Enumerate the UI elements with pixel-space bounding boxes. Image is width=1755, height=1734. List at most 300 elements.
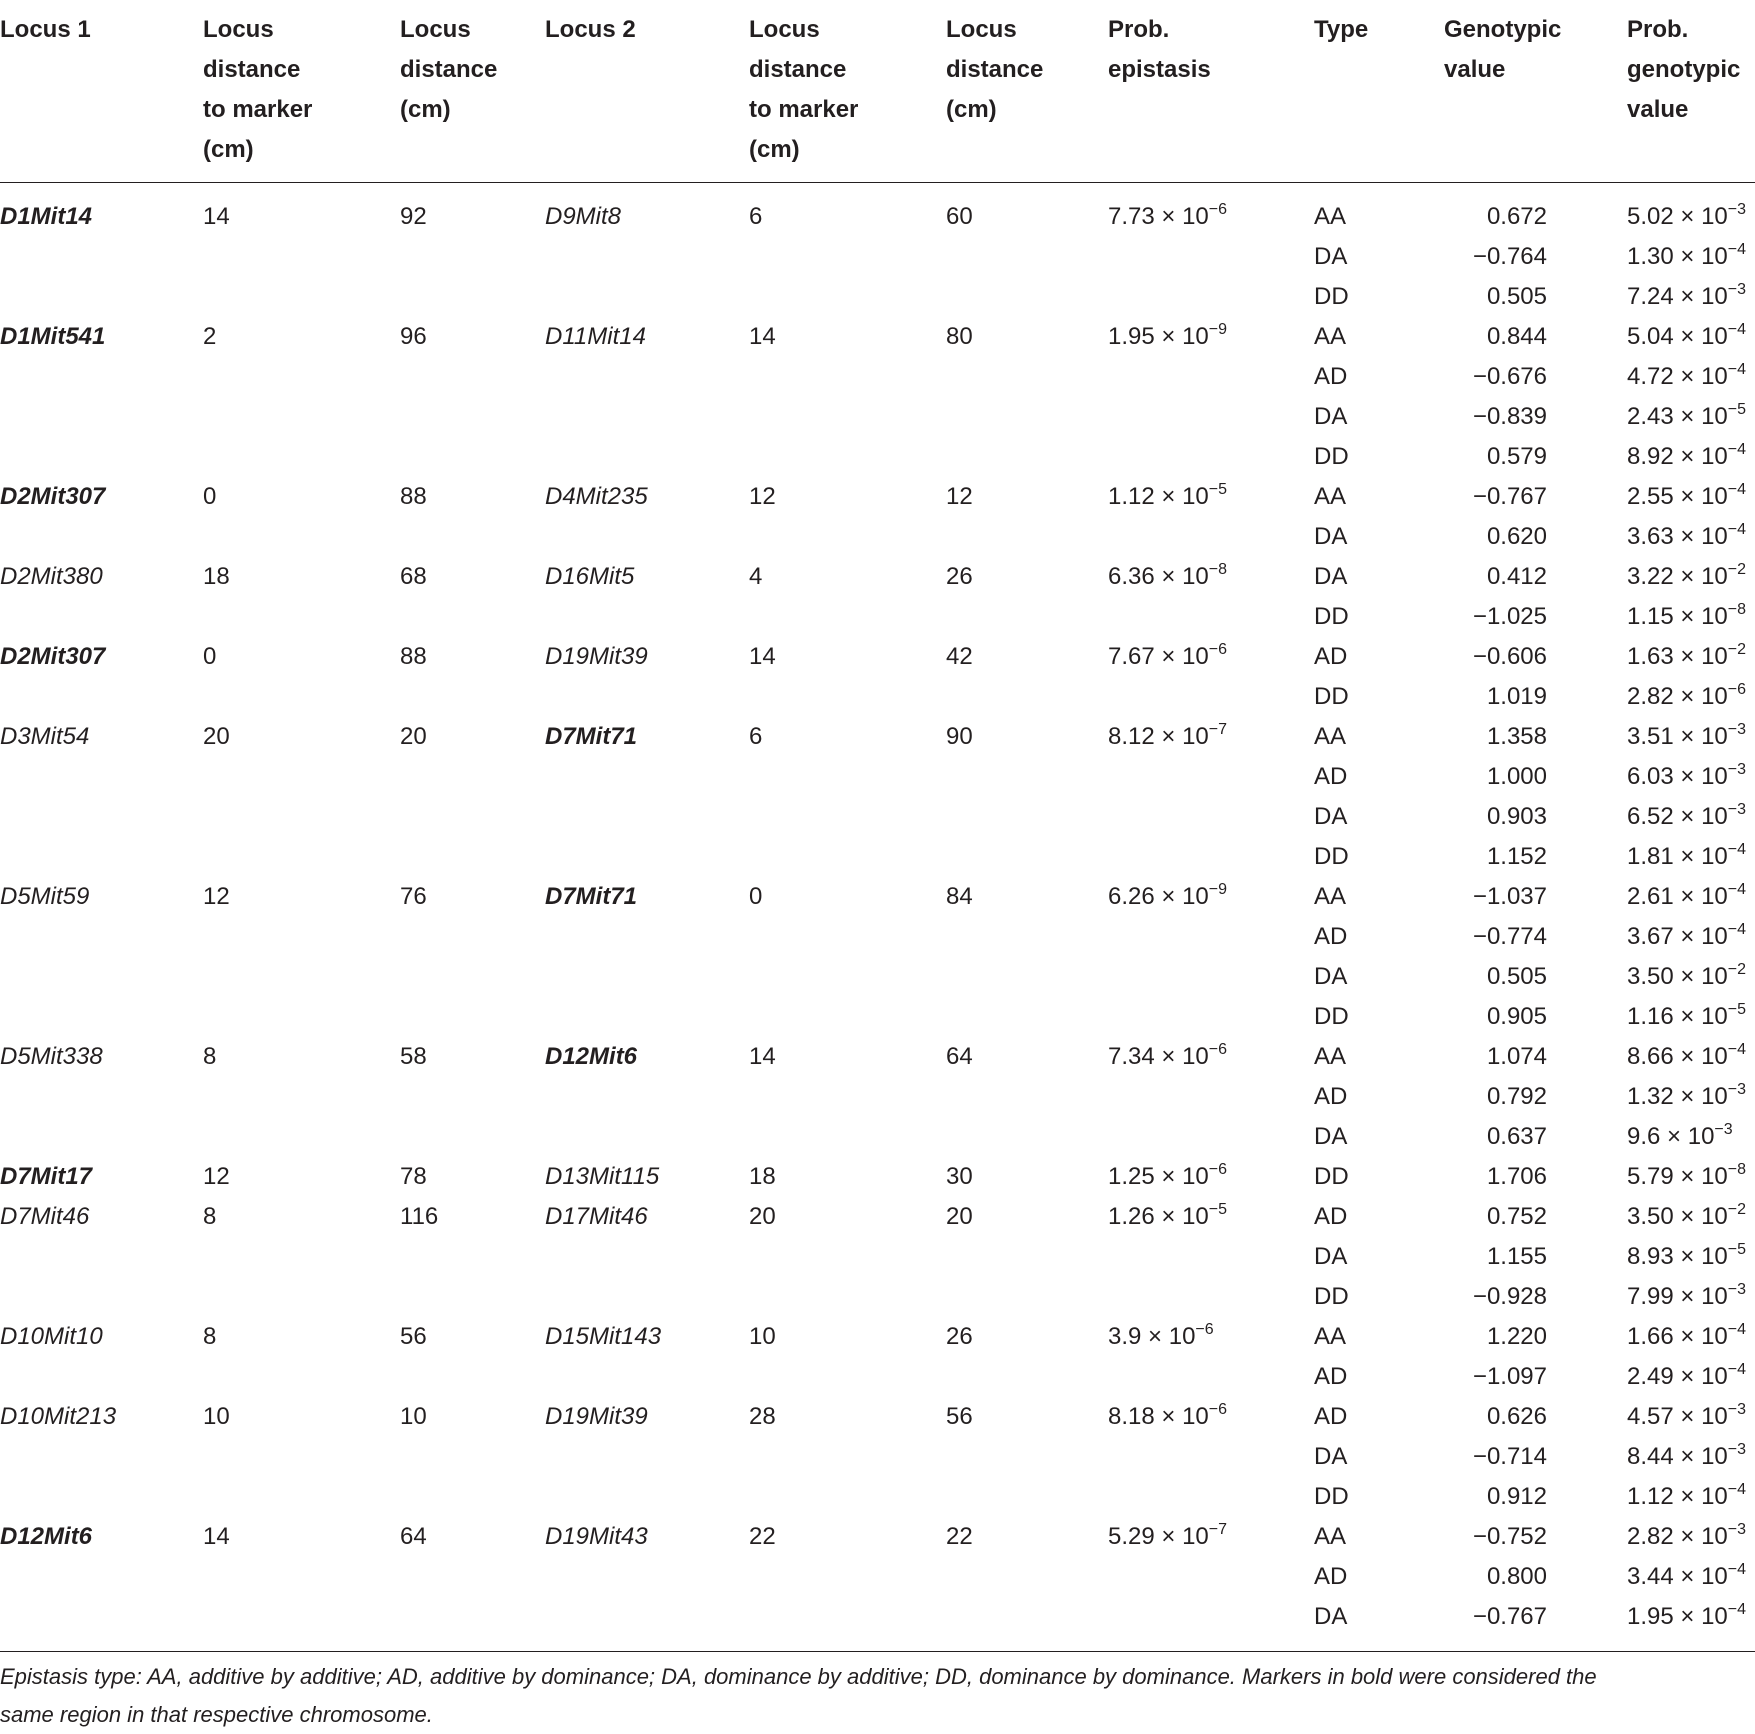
locus-2-marker-distance-cell bbox=[749, 437, 946, 477]
locus-2-cell: D16Mit5 bbox=[545, 563, 635, 590]
locus-2-distance-cell bbox=[946, 237, 1108, 277]
locus-1-cell bbox=[0, 397, 203, 437]
sci-exponent: −5 bbox=[1727, 1241, 1747, 1258]
locus-1-distance-cell: 68 bbox=[400, 563, 427, 590]
locus-2-marker-distance-cell: 14 bbox=[749, 323, 776, 350]
locus-1-distance-cell: 64 bbox=[400, 1523, 427, 1550]
prob-genotypic-value-cell bbox=[1627, 557, 1755, 597]
locus-2-distance-cell bbox=[946, 397, 1108, 437]
locus-2-distance-cell bbox=[946, 837, 1108, 877]
locus-1-distance-cell bbox=[400, 757, 545, 797]
locus-2-distance-cell: 84 bbox=[946, 883, 973, 910]
sci-mantissa: 3.22 × 10 bbox=[1627, 563, 1728, 590]
column-header-line: distance bbox=[749, 56, 847, 83]
sci-mantissa: 3.50 × 10 bbox=[1627, 963, 1728, 990]
locus-1-marker-distance-cell bbox=[203, 757, 400, 797]
locus-2-distance-cell bbox=[946, 357, 1108, 397]
locus-1-marker-distance-cell bbox=[203, 597, 400, 637]
locus-2-marker-distance-cell: 28 bbox=[749, 1403, 776, 1430]
sci-mantissa: 4.72 × 10 bbox=[1627, 363, 1728, 390]
table-row bbox=[0, 277, 1755, 317]
prob-epistasis-cell bbox=[1108, 397, 1314, 437]
sci-mantissa: 7.34 × 10 bbox=[1108, 1043, 1209, 1070]
prob-epistasis-cell bbox=[1108, 357, 1314, 397]
prob-epistasis-cell bbox=[1108, 797, 1314, 837]
genotypic-value-cell: 0.579 bbox=[1486, 443, 1547, 470]
genotypic-value-cell: −0.767 bbox=[1472, 483, 1547, 510]
column-header-1 bbox=[203, 0, 400, 183]
locus-1-distance-cell bbox=[400, 1557, 545, 1597]
locus-2-marker-distance-cell bbox=[749, 997, 946, 1037]
locus-2-marker-distance-cell bbox=[749, 1077, 946, 1117]
locus-2-marker-distance-cell bbox=[749, 917, 946, 957]
locus-1-cell bbox=[0, 437, 203, 477]
column-header-line: (cm) bbox=[400, 96, 451, 123]
genotypic-value-cell: 1.358 bbox=[1486, 723, 1547, 750]
table-row bbox=[0, 1157, 1755, 1197]
locus-2-cell bbox=[545, 357, 749, 397]
prob-epistasis-cell bbox=[1108, 1357, 1314, 1397]
column-header-line: Prob. bbox=[1627, 16, 1689, 43]
prob-epistasis-cell bbox=[1108, 957, 1314, 997]
sci-exponent: −8 bbox=[1727, 601, 1747, 618]
locus-2-distance-cell: 90 bbox=[946, 723, 973, 750]
locus-2-cell: D15Mit143 bbox=[545, 1323, 662, 1350]
locus-1-distance-cell: 92 bbox=[400, 203, 427, 230]
epistasis-type-cell: AD bbox=[1314, 1083, 1348, 1110]
locus-1-cell bbox=[0, 517, 203, 557]
epistasis-type-cell: DD bbox=[1314, 1163, 1349, 1190]
locus-1-distance-cell: 58 bbox=[400, 1043, 427, 1070]
locus-1-marker-distance-cell: 12 bbox=[203, 1163, 230, 1190]
sci-mantissa: 2.82 × 10 bbox=[1627, 1523, 1728, 1550]
locus-2-marker-distance-cell: 0 bbox=[749, 883, 763, 910]
prob-epistasis-cell bbox=[1108, 1157, 1314, 1197]
prob-epistasis-cell bbox=[1108, 757, 1314, 797]
table-row bbox=[0, 437, 1755, 477]
locus-2-marker-distance-cell bbox=[749, 237, 946, 277]
sci-exponent: −3 bbox=[1727, 1521, 1747, 1538]
locus-2-cell bbox=[545, 837, 749, 877]
sci-mantissa: 2.43 × 10 bbox=[1627, 403, 1728, 430]
table-row bbox=[0, 1597, 1755, 1652]
locus-2-distance-cell bbox=[946, 1357, 1108, 1397]
prob-genotypic-value-cell bbox=[1627, 637, 1755, 677]
prob-genotypic-value-cell bbox=[1627, 717, 1755, 757]
locus-1-marker-distance-cell bbox=[203, 1237, 400, 1277]
locus-1-marker-distance-cell: 8 bbox=[203, 1323, 217, 1350]
locus-1-marker-distance-cell bbox=[203, 1357, 400, 1397]
locus-2-distance-cell bbox=[946, 677, 1108, 717]
locus-2-distance-cell bbox=[946, 1477, 1108, 1517]
table-row bbox=[0, 957, 1755, 997]
locus-2-marker-distance-cell bbox=[749, 677, 946, 717]
table-row bbox=[0, 183, 1755, 238]
column-header-line: Locus 2 bbox=[545, 16, 636, 43]
genotypic-value-cell: 0.792 bbox=[1486, 1083, 1547, 1110]
locus-1-cell bbox=[0, 957, 203, 997]
locus-1-marker-distance-cell: 12 bbox=[203, 883, 230, 910]
sci-mantissa: 7.24 × 10 bbox=[1627, 283, 1728, 310]
table-row bbox=[0, 1077, 1755, 1117]
column-header-line: value bbox=[1627, 96, 1689, 123]
locus-2-cell bbox=[545, 757, 749, 797]
epistasis-type-cell: AD bbox=[1314, 363, 1348, 390]
sci-exponent: −4 bbox=[1727, 521, 1747, 538]
locus-2-distance-cell: 42 bbox=[946, 643, 973, 670]
genotypic-value-cell: 1.220 bbox=[1486, 1323, 1547, 1350]
locus-1-distance-cell bbox=[400, 837, 545, 877]
prob-epistasis-cell bbox=[1108, 517, 1314, 557]
column-header-line: to marker bbox=[203, 96, 313, 123]
sci-exponent: −6 bbox=[1727, 681, 1747, 698]
locus-1-cell bbox=[0, 277, 203, 317]
epistasis-type-cell: AD bbox=[1314, 923, 1348, 950]
sci-exponent: −3 bbox=[1727, 761, 1747, 778]
prob-genotypic-value-cell bbox=[1627, 277, 1755, 317]
prob-genotypic-value-cell bbox=[1627, 1237, 1755, 1277]
locus-1-cell bbox=[0, 797, 203, 837]
prob-epistasis-cell bbox=[1108, 997, 1314, 1037]
locus-2-cell: D19Mit39 bbox=[545, 1403, 648, 1430]
locus-2-distance-cell bbox=[946, 1237, 1108, 1277]
locus-1-marker-distance-cell bbox=[203, 1477, 400, 1517]
locus-1-marker-distance-cell bbox=[203, 837, 400, 877]
locus-1-marker-distance-cell: 8 bbox=[203, 1043, 217, 1070]
table-row bbox=[0, 1237, 1755, 1277]
prob-genotypic-value-cell bbox=[1627, 1437, 1755, 1477]
prob-genotypic-value-cell bbox=[1627, 1157, 1755, 1197]
table-row bbox=[0, 357, 1755, 397]
genotypic-value-cell: 0.505 bbox=[1486, 283, 1547, 310]
sci-mantissa: 1.12 × 10 bbox=[1108, 483, 1209, 510]
locus-2-distance-cell bbox=[946, 437, 1108, 477]
locus-2-cell: D11Mit14 bbox=[545, 323, 646, 350]
locus-2-distance-cell bbox=[946, 997, 1108, 1037]
locus-1-marker-distance-cell: 20 bbox=[203, 723, 230, 750]
sci-mantissa: 3.67 × 10 bbox=[1627, 923, 1728, 950]
locus-1-cell bbox=[0, 1557, 203, 1597]
locus-1-cell bbox=[0, 837, 203, 877]
column-header-8 bbox=[1444, 0, 1627, 183]
sci-mantissa: 5.02 × 10 bbox=[1627, 203, 1728, 230]
locus-1-marker-distance-cell bbox=[203, 1277, 400, 1317]
locus-1-distance-cell: 88 bbox=[400, 643, 427, 670]
sci-exponent: −4 bbox=[1727, 441, 1747, 458]
sci-mantissa: 1.12 × 10 bbox=[1627, 1483, 1728, 1510]
locus-2-marker-distance-cell bbox=[749, 1117, 946, 1157]
prob-epistasis-cell bbox=[1108, 1557, 1314, 1597]
locus-2-marker-distance-cell: 22 bbox=[749, 1523, 776, 1550]
sci-mantissa: 2.82 × 10 bbox=[1627, 683, 1728, 710]
sci-mantissa: 5.04 × 10 bbox=[1627, 323, 1728, 350]
locus-1-cell bbox=[0, 1277, 203, 1317]
sci-exponent: −5 bbox=[1208, 1201, 1228, 1218]
locus-1-distance-cell: 88 bbox=[400, 483, 427, 510]
locus-1-marker-distance-cell bbox=[203, 437, 400, 477]
column-header-line: Locus 1 bbox=[0, 16, 91, 43]
locus-1-marker-distance-cell: 0 bbox=[203, 643, 217, 670]
locus-2-distance-cell bbox=[946, 517, 1108, 557]
locus-2-marker-distance-cell bbox=[749, 837, 946, 877]
locus-1-distance-cell bbox=[400, 1597, 545, 1652]
sci-exponent: −4 bbox=[1727, 841, 1747, 858]
locus-2-marker-distance-cell bbox=[749, 957, 946, 997]
epistasis-type-cell: DD bbox=[1314, 843, 1349, 870]
genotypic-value-cell: −0.714 bbox=[1472, 1443, 1547, 1470]
prob-epistasis-cell bbox=[1108, 597, 1314, 637]
locus-1-marker-distance-cell: 0 bbox=[203, 483, 217, 510]
locus-1-cell: D5Mit59 bbox=[0, 883, 90, 910]
prob-genotypic-value-cell bbox=[1627, 1037, 1755, 1077]
column-header-line: (cm) bbox=[749, 136, 800, 163]
locus-1-cell: D3Mit54 bbox=[0, 723, 90, 750]
sci-mantissa: 1.63 × 10 bbox=[1627, 643, 1728, 670]
sci-exponent: −5 bbox=[1727, 1001, 1747, 1018]
table-row bbox=[0, 397, 1755, 437]
table-row bbox=[0, 1317, 1755, 1357]
locus-1-cell bbox=[0, 1117, 203, 1157]
genotypic-value-cell: 0.412 bbox=[1486, 563, 1547, 590]
column-header-5 bbox=[946, 0, 1108, 183]
sci-exponent: −4 bbox=[1727, 321, 1747, 338]
prob-genotypic-value-cell bbox=[1627, 357, 1755, 397]
sci-mantissa: 7.73 × 10 bbox=[1108, 203, 1209, 230]
locus-1-cell: D7Mit17 bbox=[0, 1163, 93, 1190]
prob-epistasis-cell bbox=[1108, 1517, 1314, 1557]
genotypic-value-cell: 0.752 bbox=[1486, 1203, 1547, 1230]
prob-epistasis-cell bbox=[1108, 277, 1314, 317]
locus-2-cell bbox=[545, 517, 749, 557]
prob-genotypic-value-cell bbox=[1627, 1357, 1755, 1397]
epistasis-type-cell: DA bbox=[1314, 1597, 1444, 1652]
sci-mantissa: 1.25 × 10 bbox=[1108, 1163, 1209, 1190]
prob-epistasis-cell bbox=[1108, 1077, 1314, 1117]
prob-genotypic-value-cell bbox=[1627, 1517, 1755, 1557]
column-header-7 bbox=[1314, 0, 1444, 183]
locus-1-marker-distance-cell bbox=[203, 1437, 400, 1477]
sci-mantissa: 7.67 × 10 bbox=[1108, 643, 1209, 670]
prob-genotypic-value-cell bbox=[1627, 1277, 1755, 1317]
epistasis-type-cell: AA bbox=[1314, 1043, 1347, 1070]
sci-mantissa: 3.51 × 10 bbox=[1627, 723, 1728, 750]
sci-mantissa: 5.29 × 10 bbox=[1108, 1523, 1209, 1550]
prob-genotypic-value-cell bbox=[1627, 837, 1755, 877]
sci-exponent: −3 bbox=[1727, 1441, 1747, 1458]
locus-1-marker-distance-cell: 2 bbox=[203, 323, 217, 350]
locus-2-marker-distance-cell bbox=[749, 1277, 946, 1317]
table-row bbox=[0, 1437, 1755, 1477]
epistasis-type-cell: DD bbox=[1314, 1003, 1349, 1030]
genotypic-value-cell: 0.505 bbox=[1486, 963, 1547, 990]
locus-1-marker-distance-cell bbox=[203, 917, 400, 957]
locus-2-cell bbox=[545, 1477, 749, 1517]
prob-epistasis-cell bbox=[1108, 717, 1314, 757]
sci-exponent: −3 bbox=[1727, 201, 1747, 218]
table-row bbox=[0, 677, 1755, 717]
locus-2-distance-cell: 26 bbox=[946, 1323, 973, 1350]
locus-1-distance-cell: 20 bbox=[400, 723, 427, 750]
locus-2-distance-cell bbox=[946, 277, 1108, 317]
sci-mantissa: 1.16 × 10 bbox=[1627, 1003, 1728, 1030]
locus-2-distance-cell bbox=[946, 797, 1108, 837]
prob-genotypic-value-cell bbox=[1627, 1197, 1755, 1237]
genotypic-value-cell: −0.839 bbox=[1472, 403, 1547, 430]
sci-exponent: −3 bbox=[1714, 1121, 1733, 1138]
locus-1-cell: D2Mit307 bbox=[0, 643, 106, 670]
locus-2-cell: D19Mit43 bbox=[545, 1523, 648, 1550]
prob-genotypic-value-cell bbox=[1627, 1397, 1755, 1437]
table-header bbox=[0, 0, 1755, 183]
prob-genotypic-value-cell bbox=[1627, 757, 1755, 797]
sci-exponent: −4 bbox=[1727, 1321, 1747, 1338]
sci-mantissa: 1.15 × 10 bbox=[1627, 603, 1728, 630]
locus-1-marker-distance-cell bbox=[203, 357, 400, 397]
prob-genotypic-value-cell bbox=[1627, 917, 1755, 957]
locus-1-cell bbox=[0, 1477, 203, 1517]
sci-exponent: −6 bbox=[1208, 1161, 1228, 1178]
locus-1-distance-cell bbox=[400, 357, 545, 397]
table-row bbox=[0, 1397, 1755, 1437]
locus-2-distance-cell bbox=[946, 1437, 1108, 1477]
locus-1-distance-cell bbox=[400, 277, 545, 317]
genotypic-value-cell: −0.928 bbox=[1472, 1283, 1547, 1310]
locus-1-distance-cell bbox=[400, 1117, 545, 1157]
column-header-3 bbox=[545, 0, 749, 183]
sci-exponent: −9 bbox=[1208, 321, 1228, 338]
prob-genotypic-value-cell bbox=[1627, 1477, 1755, 1517]
prob-genotypic-value-cell bbox=[1627, 183, 1755, 238]
locus-1-marker-distance-cell: 10 bbox=[203, 1403, 230, 1430]
locus-1-distance-cell bbox=[400, 797, 545, 837]
sci-exponent: −6 bbox=[1208, 1041, 1228, 1058]
sci-mantissa: 8.93 × 10 bbox=[1627, 1243, 1728, 1270]
locus-2-cell: D7Mit71 bbox=[545, 723, 638, 750]
column-header-line: Genotypic bbox=[1444, 16, 1562, 43]
locus-1-marker-distance-cell bbox=[203, 797, 400, 837]
locus-2-cell bbox=[545, 1237, 749, 1277]
sci-exponent: −5 bbox=[1208, 481, 1228, 498]
locus-2-distance-cell bbox=[946, 1597, 1108, 1652]
prob-epistasis-cell bbox=[1108, 1277, 1314, 1317]
column-header-9 bbox=[1627, 0, 1755, 183]
prob-epistasis-cell bbox=[1108, 677, 1314, 717]
prob-genotypic-value-cell bbox=[1627, 1317, 1755, 1357]
prob-genotypic-value-cell bbox=[1627, 1117, 1755, 1157]
locus-2-marker-distance-cell bbox=[749, 1557, 946, 1597]
prob-genotypic-value-cell bbox=[1627, 1077, 1755, 1117]
sci-exponent: −2 bbox=[1727, 1201, 1747, 1218]
locus-1-marker-distance-cell: 18 bbox=[203, 563, 230, 590]
genotypic-value-cell: 0.672 bbox=[1486, 203, 1547, 230]
sci-mantissa: 1.32 × 10 bbox=[1627, 1083, 1728, 1110]
locus-2-cell bbox=[545, 1597, 749, 1652]
locus-2-cell: D19Mit39 bbox=[545, 643, 648, 670]
locus-2-distance-cell bbox=[946, 1557, 1108, 1597]
genotypic-value-cell: 0.912 bbox=[1486, 1483, 1547, 1510]
locus-2-cell bbox=[545, 997, 749, 1037]
locus-1-cell bbox=[0, 677, 203, 717]
locus-2-cell bbox=[545, 277, 749, 317]
locus-2-distance-cell: 12 bbox=[946, 483, 973, 510]
locus-2-marker-distance-cell: 6 bbox=[749, 203, 763, 230]
prob-epistasis-cell bbox=[1108, 183, 1314, 238]
genotypic-value-cell: 0.800 bbox=[1486, 1563, 1547, 1590]
prob-epistasis-cell bbox=[1108, 317, 1314, 357]
locus-2-marker-distance-cell: 14 bbox=[749, 1043, 776, 1070]
column-header-line: Locus bbox=[400, 16, 471, 43]
prob-epistasis-cell bbox=[1108, 437, 1314, 477]
locus-1-distance-cell: 78 bbox=[400, 1163, 427, 1190]
genotypic-value-cell: −0.774 bbox=[1472, 923, 1547, 950]
locus-1-marker-distance-cell: 14 bbox=[203, 1523, 230, 1550]
genotypic-value-cell: 0.844 bbox=[1486, 323, 1547, 350]
genotypic-value-cell: 1.155 bbox=[1486, 1243, 1547, 1270]
locus-2-marker-distance-cell bbox=[749, 1437, 946, 1477]
genotypic-value-cell: 0.620 bbox=[1486, 523, 1547, 550]
sci-exponent: −4 bbox=[1727, 1481, 1747, 1498]
locus-1-cell: D1Mit541 bbox=[0, 323, 106, 350]
locus-2-distance-cell bbox=[946, 757, 1108, 797]
prob-genotypic-value-cell bbox=[1627, 437, 1755, 477]
table-row bbox=[0, 1117, 1755, 1157]
epistasis-type-cell: DA bbox=[1314, 243, 1348, 270]
locus-2-cell bbox=[545, 1277, 749, 1317]
sci-exponent: −8 bbox=[1208, 561, 1228, 578]
genotypic-value-cell: −0.606 bbox=[1472, 643, 1547, 670]
prob-genotypic-value-cell bbox=[1627, 1597, 1755, 1652]
epistasis-type-cell: DA bbox=[1314, 1243, 1348, 1270]
locus-1-distance-cell: 10 bbox=[400, 1403, 427, 1430]
epistasis-type-cell: AA bbox=[1314, 203, 1347, 230]
header-row bbox=[0, 0, 1755, 183]
sci-mantissa: 6.52 × 10 bbox=[1627, 803, 1728, 830]
prob-genotypic-value-cell bbox=[1627, 237, 1755, 277]
locus-2-distance-cell: 80 bbox=[946, 323, 973, 350]
genotypic-value-cell: 0.626 bbox=[1486, 1403, 1547, 1430]
locus-2-cell bbox=[545, 1077, 749, 1117]
locus-2-cell bbox=[545, 917, 749, 957]
locus-2-marker-distance-cell bbox=[749, 357, 946, 397]
epistasis-type-cell: AD bbox=[1314, 1563, 1348, 1590]
sci-mantissa: 4.57 × 10 bbox=[1627, 1403, 1728, 1430]
locus-2-distance-cell bbox=[946, 1077, 1108, 1117]
table-row bbox=[0, 557, 1755, 597]
sci-exponent: −4 bbox=[1727, 361, 1747, 378]
locus-2-marker-distance-cell bbox=[749, 797, 946, 837]
prob-genotypic-value-cell bbox=[1627, 397, 1755, 437]
prob-epistasis-cell bbox=[1108, 637, 1314, 677]
table-row bbox=[0, 637, 1755, 677]
prob-genotypic-value-cell bbox=[1627, 797, 1755, 837]
locus-2-cell: D12Mit6 bbox=[545, 1043, 638, 1070]
sci-exponent: −6 bbox=[1208, 1401, 1228, 1418]
locus-1-distance-cell bbox=[400, 917, 545, 957]
genotypic-value-cell: −1.097 bbox=[1472, 1363, 1547, 1390]
locus-2-distance-cell bbox=[946, 597, 1108, 637]
sci-exponent: −6 bbox=[1195, 1321, 1214, 1338]
locus-2-marker-distance-cell bbox=[749, 277, 946, 317]
column-header-line: (cm) bbox=[946, 96, 997, 123]
sci-exponent: −2 bbox=[1727, 561, 1747, 578]
locus-1-marker-distance-cell bbox=[203, 957, 400, 997]
epistasis-type-cell: DA bbox=[1314, 563, 1348, 590]
column-header-line: Locus bbox=[946, 16, 1017, 43]
epistasis-type-cell: AD bbox=[1314, 1403, 1348, 1430]
sci-mantissa: 3.9 × 10 bbox=[1108, 1323, 1196, 1350]
prob-epistasis-cell bbox=[1108, 1597, 1314, 1652]
sci-mantissa: 3.44 × 10 bbox=[1627, 1563, 1728, 1590]
